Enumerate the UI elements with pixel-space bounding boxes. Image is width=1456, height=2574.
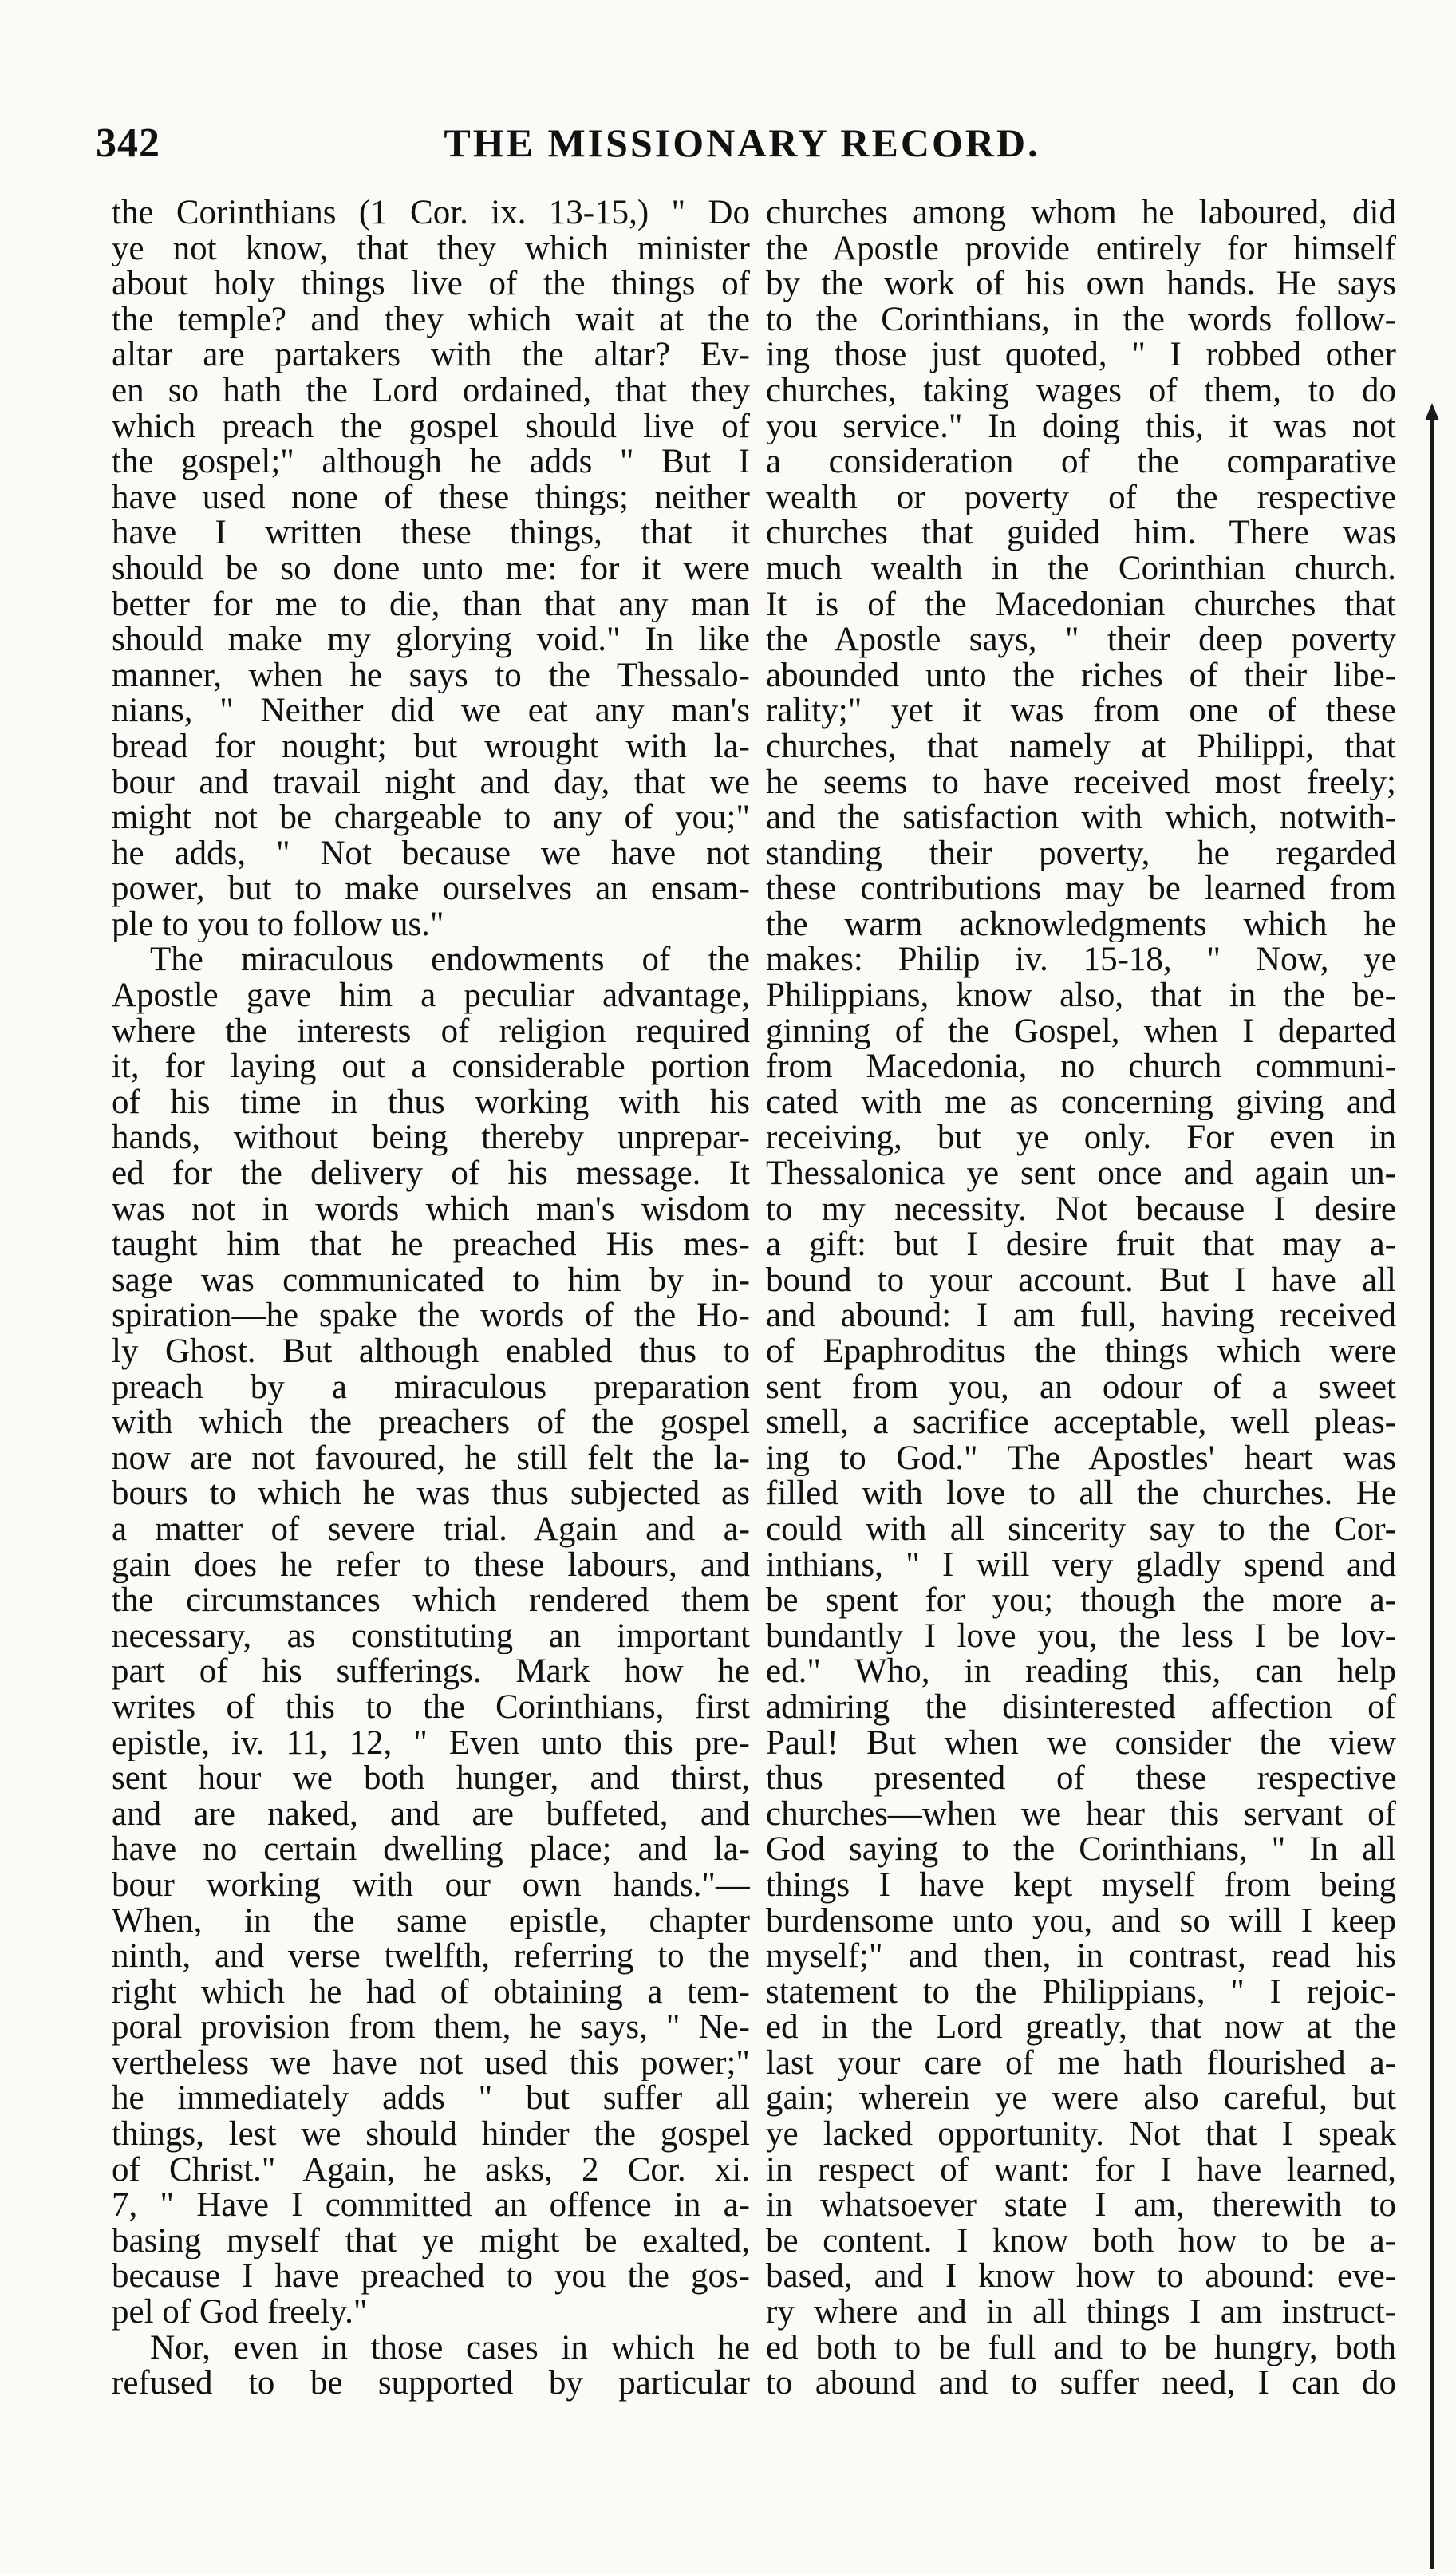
text-line: the Corinthians (1 Cor. ix. 13-15,) " Do — [112, 195, 750, 231]
text-line: Paul! But when we consider the view — [766, 1725, 1396, 1762]
text-line: much wealth in the Corinthian church. — [766, 551, 1396, 587]
text-line: ing those just quoted, " I robbed other — [766, 338, 1396, 373]
text-line: bour working with our own hands."— — [112, 1867, 750, 1904]
text-line: the Apostle says, " their deep poverty — [766, 622, 1396, 658]
text-line: churches, that namely at Philippi, that — [766, 728, 1396, 765]
text-line: of Christ." Again, he asks, 2 Cor. xi. — [112, 2152, 750, 2189]
text-line: ly Ghost. But although enabled thus to — [112, 1334, 750, 1370]
text-line: nians, " Neither did we eat any man's — [112, 693, 750, 729]
text-line: bread for nought; but wrought with la- — [112, 728, 750, 765]
text-line: ed in the Lord greatly, that now at the — [766, 2010, 1396, 2046]
text-line: smell, a sacrifice acceptable, well pleas- — [766, 1405, 1396, 1441]
text-line: epistle, iv. 11, 12, " Even unto this pre- — [112, 1725, 750, 1762]
text-line: which preach the gospel should live of — [112, 409, 750, 445]
page-header — [96, 120, 1388, 184]
text-line: these contributions may be learned from — [766, 871, 1396, 907]
text-line: to my necessity. Not because I desire — [766, 1191, 1396, 1228]
text-line: ed for the delivery of his message. It — [112, 1156, 750, 1192]
text-line: ple to you to follow us." — [112, 906, 444, 943]
text-line: a matter of severe trial. Again and a- — [112, 1511, 750, 1548]
page-number: 342 — [96, 120, 160, 166]
text-line: have no certain dwelling place; and la- — [112, 1832, 750, 1868]
text-line: right which he had of obtaining a tem- — [112, 1974, 750, 2011]
text-line: churches among whom he laboured, did — [766, 195, 1396, 231]
text-line: filled with love to all the churches. He — [766, 1476, 1396, 1512]
text-line: last your care of me hath flourished a- — [766, 2045, 1396, 2082]
text-line: ing to God." The Apostles' heart was — [766, 1440, 1396, 1477]
text-line: statement to the Philippians, " I rejoic- — [766, 1974, 1396, 2011]
text-line: he adds, " Not because we have not — [112, 835, 750, 872]
text-line: When, in the same epistle, chapter — [112, 1903, 750, 1940]
text-line: cated with me as concerning giving and — [766, 1084, 1396, 1121]
text-line: because I have preached to you the gos- — [112, 2259, 750, 2296]
text-line: to abound and to suffer need, I can do — [766, 2366, 1396, 2402]
text-line: where the interests of religion required — [112, 1013, 750, 1050]
text-line: wealth or poverty of the respective — [766, 480, 1396, 516]
text-line: gain does he refer to these labours, and — [112, 1547, 750, 1584]
text-line: ye lacked opportunity. Not that I speak — [766, 2117, 1396, 2153]
text-line: ed." Who, in reading this, can help — [766, 1654, 1396, 1690]
text-line: ed both to be full and to be hungry, both — [766, 2330, 1396, 2367]
text-line: basing myself that ye might be exalted, — [112, 2223, 750, 2260]
text-line: admiring the disinterested affection of — [766, 1689, 1396, 1726]
text-line: refused to be supported by particular — [112, 2366, 750, 2402]
text-line: sent hour we both hunger, and thirst, — [112, 1761, 750, 1797]
text-line: preach by a miraculous preparation — [112, 1369, 750, 1406]
text-line: and abound: I am full, having received — [766, 1298, 1396, 1334]
text-line: sage was communicated to him by in- — [112, 1262, 750, 1299]
text-column-right — [766, 195, 1396, 2525]
text-line: churches—when we hear this servant of — [766, 1796, 1396, 1833]
text-line: Nor, even in those cases in which he — [150, 2330, 750, 2367]
text-line: now are not favoured, he still felt the la- — [112, 1440, 750, 1477]
text-line: the temple? and they which wait at the — [112, 302, 750, 338]
text-line: a consideration of the comparative — [766, 444, 1396, 480]
text-line: bundantly I love you, the less I be lov- — [766, 1618, 1396, 1655]
text-line: spiration—he spake the words of the Ho- — [112, 1298, 750, 1334]
text-line: rality;" yet it was from one of these — [766, 693, 1396, 729]
text-line: It is of the Macedonian churches that — [766, 586, 1396, 623]
text-line: thus presented of these respective — [766, 1761, 1396, 1797]
text-line: was not in words which man's wisdom — [112, 1191, 750, 1228]
text-line: standing their poverty, he regarded — [766, 835, 1396, 872]
text-line: of Epaphroditus the things which were — [766, 1334, 1396, 1370]
text-line: bours to which he was thus subjected as — [112, 1476, 750, 1512]
text-line: a gift: but I desire fruit that may a- — [766, 1227, 1396, 1263]
text-line: poral provision from them, he says, " Ne- — [112, 2010, 750, 2046]
text-line: might not be chargeable to any of you;" — [112, 800, 750, 836]
text-line: hands, without being thereby unprepar- — [112, 1120, 750, 1157]
text-line: he immediately adds " but suffer all — [112, 2081, 750, 2118]
text-line: in respect of want: for I have learned, — [766, 2152, 1396, 2189]
text-line: with which the preachers of the gospel — [112, 1405, 750, 1441]
text-line: in whatsoever state I am, therewith to — [766, 2188, 1396, 2224]
text-line: based, and I know how to abound: eve- — [766, 2259, 1396, 2296]
text-line: burdensome unto you, and so will I keep — [766, 1903, 1396, 1940]
text-line: Philippians, know also, that in the be- — [766, 978, 1396, 1014]
text-line: altar are partakers with the altar? Ev- — [112, 338, 750, 373]
text-line: be content. I know both how to be a- — [766, 2223, 1396, 2260]
text-line: have used none of these things; neither — [112, 480, 750, 516]
text-line: sent from you, an odour of a sweet — [766, 1369, 1396, 1406]
text-line: you service." In doing this, it was not — [766, 409, 1396, 445]
text-line: by the work of his own hands. He says — [766, 266, 1396, 302]
margin-rule — [1430, 415, 1434, 2569]
text-line: bour and travail night and day, that we — [112, 764, 750, 801]
text-line: power, but to make ourselves an ensam- — [112, 871, 750, 907]
text-line: The miraculous endowments of the — [150, 942, 750, 979]
text-line: and the satisfaction with which, notwith- — [766, 800, 1396, 836]
text-column-left — [112, 195, 750, 2525]
text-line: could with all sincerity say to the Cor- — [766, 1511, 1396, 1548]
text-line: vertheless we have not used this power;" — [112, 2045, 750, 2082]
text-line: be spent for you; though the more a- — [766, 1583, 1396, 1619]
running-title: THE MISSIONARY RECORD. — [444, 120, 1040, 165]
text-line: en so hath the Lord ordained, that they — [112, 373, 750, 409]
text-line: the gospel;" although he adds " But I — [112, 444, 750, 480]
text-line: ginning of the Gospel, when I departed — [766, 1013, 1396, 1050]
text-line: manner, when he says to the Thessalo- — [112, 657, 750, 694]
text-line: should make my glorying void." In like — [112, 622, 750, 658]
text-line: part of his sufferings. Mark how he — [112, 1654, 750, 1690]
text-line: necessary, as constituting an important — [112, 1618, 750, 1655]
text-line: taught him that he preached His mes- — [112, 1227, 750, 1263]
text-line: the warm acknowledgments which he — [766, 906, 1396, 943]
text-line: inthians, " I will very gladly spend and — [766, 1547, 1396, 1584]
text-line: bound to your account. But I have all — [766, 1262, 1396, 1299]
text-line: 7, " Have I committed an offence in a- — [112, 2188, 750, 2224]
text-line: makes: Philip iv. 15-18, " Now, ye — [766, 942, 1396, 979]
text-line: have I written these things, that it — [112, 515, 750, 551]
text-line: should be so done unto me: for it were — [112, 551, 750, 587]
text-line: God saying to the Corinthians, " In all — [766, 1832, 1396, 1868]
text-line: things, lest we should hinder the gospel — [112, 2117, 750, 2153]
text-line: churches that guided him. There was — [766, 515, 1396, 551]
text-line: Thessalonica ye sent once and again un- — [766, 1156, 1396, 1192]
text-line: myself;" and then, in contrast, read his — [766, 1939, 1396, 1975]
text-line: about holy things live of the things of — [112, 266, 750, 302]
text-line: it, for laying out a considerable portion — [112, 1049, 750, 1085]
text-line: receiving, but ye only. For even in — [766, 1120, 1396, 1157]
text-line: of his time in thus working with his — [112, 1084, 750, 1121]
text-line: the Apostle provide entirely for himself — [766, 231, 1396, 267]
text-line: things I have kept myself from being — [766, 1867, 1396, 1904]
text-line: ninth, and verse twelfth, referring to the — [112, 1939, 750, 1975]
text-line: abounded unto the riches of their libe- — [766, 657, 1396, 694]
text-line: the circumstances which rendered them — [112, 1583, 750, 1619]
text-line: from Macedonia, no church communi- — [766, 1049, 1396, 1085]
text-line: better for me to die, than that any man — [112, 586, 750, 623]
text-line: ye not know, that they which minister — [112, 231, 750, 267]
text-line: to the Corinthians, in the words follow- — [766, 302, 1396, 338]
text-line: ry where and in all things I am instruct- — [766, 2295, 1396, 2331]
text-line: and are naked, and are buffeted, and — [112, 1796, 750, 1833]
text-line: pel of God freely." — [112, 2295, 368, 2331]
text-line: churches, taking wages of them, to do — [766, 373, 1396, 409]
text-line: Apostle gave him a peculiar advantage, — [112, 978, 750, 1014]
text-line: he seems to have received most freely; — [766, 764, 1396, 801]
text-line: gain; wherein ye were also careful, but — [766, 2081, 1396, 2118]
text-line: writes of this to the Corinthians, first — [112, 1689, 750, 1726]
